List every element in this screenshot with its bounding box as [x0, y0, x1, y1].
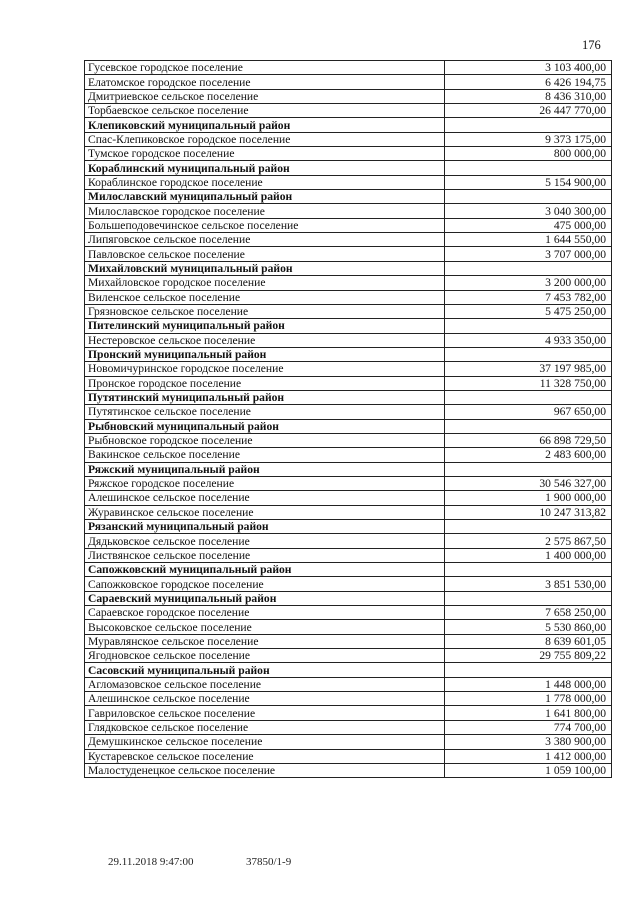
- table-row: [85, 204, 612, 218]
- amount-cell: 8 639 601,05: [445, 634, 612, 648]
- settlement-name: Дмитриевское сельское поселение: [85, 89, 445, 103]
- district-header-row: [85, 663, 612, 677]
- amount-cell: [445, 161, 612, 175]
- district-header-row: [85, 118, 612, 132]
- table-row: [85, 218, 612, 232]
- district-header-row: [85, 390, 612, 404]
- amount-cell: 1 644 550,00: [445, 233, 612, 247]
- allocation-table: [84, 60, 612, 778]
- amount-cell: [445, 663, 612, 677]
- amount-cell: 11 328 750,00: [445, 376, 612, 390]
- amount-cell: 1 778 000,00: [445, 692, 612, 706]
- amount-cell: [445, 520, 612, 534]
- settlement-name: Листвянское сельское поселение: [85, 548, 445, 562]
- settlement-name: Гусевское городское поселение: [85, 61, 445, 75]
- district-name: Пронский муниципальный район: [85, 347, 445, 361]
- amount-cell: 1 641 800,00: [445, 706, 612, 720]
- settlement-name: Павловское сельское поселение: [85, 247, 445, 261]
- amount-cell: 967 650,00: [445, 405, 612, 419]
- amount-cell: 3 103 400,00: [445, 61, 612, 75]
- table-row: [85, 735, 612, 749]
- settlement-name: Тумское городское поселение: [85, 147, 445, 161]
- district-header-row: [85, 190, 612, 204]
- amount-cell: 8 436 310,00: [445, 89, 612, 103]
- amount-cell: [445, 591, 612, 605]
- amount-cell: 4 933 350,00: [445, 333, 612, 347]
- amount-cell: 2 575 867,50: [445, 534, 612, 548]
- table-body: [85, 61, 612, 778]
- settlement-name: Михайловское городское поселение: [85, 276, 445, 290]
- settlement-name: Муравлянское сельское поселение: [85, 634, 445, 648]
- table-row: [85, 376, 612, 390]
- settlement-name: Демушкинское сельское поселение: [85, 735, 445, 749]
- district-name: Михайловский муниципальный район: [85, 261, 445, 275]
- amount-cell: 5 154 900,00: [445, 175, 612, 189]
- table-row: [85, 304, 612, 318]
- amount-cell: 475 000,00: [445, 218, 612, 232]
- district-name: Рязанский муниципальный район: [85, 520, 445, 534]
- settlement-name: Вакинское сельское поселение: [85, 448, 445, 462]
- district-header-row: [85, 591, 612, 605]
- amount-cell: [445, 563, 612, 577]
- district-name: Сапожковский муниципальный район: [85, 563, 445, 577]
- table-row: [85, 620, 612, 634]
- district-header-row: [85, 319, 612, 333]
- settlement-name: Торбаевское сельское поселение: [85, 104, 445, 118]
- settlement-name: Новомичуринское городское поселение: [85, 362, 445, 376]
- amount-cell: [445, 261, 612, 275]
- table-row: [85, 706, 612, 720]
- table-row: [85, 405, 612, 419]
- district-name: Рыбновский муниципальный район: [85, 419, 445, 433]
- district-name: Пителинский муниципальный район: [85, 319, 445, 333]
- table-row: [85, 276, 612, 290]
- settlement-name: Виленское сельское поселение: [85, 290, 445, 304]
- amount-cell: [445, 118, 612, 132]
- settlement-name: Пронское городское поселение: [85, 376, 445, 390]
- settlement-name: Елатомское городское поселение: [85, 75, 445, 89]
- amount-cell: 800 000,00: [445, 147, 612, 161]
- table-row: [85, 634, 612, 648]
- amount-cell: 66 898 729,50: [445, 433, 612, 447]
- district-name: Ряжский муниципальный район: [85, 462, 445, 476]
- table-row: [85, 61, 612, 75]
- district-header-row: [85, 161, 612, 175]
- table-row: [85, 448, 612, 462]
- settlement-name: Кустаревское сельское поселение: [85, 749, 445, 763]
- settlement-name: Журавинское сельское поселение: [85, 505, 445, 519]
- amount-cell: 5 530 860,00: [445, 620, 612, 634]
- settlement-name: Милославское городское поселение: [85, 204, 445, 218]
- amount-cell: 1 448 000,00: [445, 677, 612, 691]
- settlement-name: Рыбновское городское поселение: [85, 433, 445, 447]
- table-row: [85, 606, 612, 620]
- settlement-name: Путятинское сельское поселение: [85, 405, 445, 419]
- amount-cell: 7 453 782,00: [445, 290, 612, 304]
- amount-cell: 1 059 100,00: [445, 763, 612, 777]
- settlement-name: Гавриловское сельское поселение: [85, 706, 445, 720]
- district-header-row: [85, 462, 612, 476]
- footer-datetime: 29.11.2018 9:47:00: [108, 856, 194, 868]
- settlement-name: Нестеровское сельское поселение: [85, 333, 445, 347]
- settlement-name: Ягодновское сельское поселение: [85, 649, 445, 663]
- table-row: [85, 692, 612, 706]
- settlement-name: Большеподовечинское сельское поселение: [85, 218, 445, 232]
- table-row: [85, 233, 612, 247]
- settlement-name: Сараевское городское поселение: [85, 606, 445, 620]
- amount-cell: [445, 347, 612, 361]
- amount-cell: 10 247 313,82: [445, 505, 612, 519]
- amount-cell: [445, 462, 612, 476]
- district-header-row: [85, 419, 612, 433]
- table-row: [85, 333, 612, 347]
- table-row: [85, 147, 612, 161]
- amount-cell: 2 483 600,00: [445, 448, 612, 462]
- table-row: [85, 534, 612, 548]
- amount-cell: 3 707 000,00: [445, 247, 612, 261]
- settlement-name: Грязновское сельское поселение: [85, 304, 445, 318]
- table-row: [85, 763, 612, 777]
- amount-cell: 774 700,00: [445, 720, 612, 734]
- table-row: [85, 175, 612, 189]
- table-row: [85, 749, 612, 763]
- district-name: Клепиковский муниципальный район: [85, 118, 445, 132]
- settlement-name: Сапожковское городское поселение: [85, 577, 445, 591]
- amount-cell: 1 412 000,00: [445, 749, 612, 763]
- settlement-name: Дядьковское сельское поселение: [85, 534, 445, 548]
- district-name: Кораблинский муниципальный район: [85, 161, 445, 175]
- amount-cell: 9 373 175,00: [445, 132, 612, 146]
- table-row: [85, 362, 612, 376]
- amount-cell: 1 400 000,00: [445, 548, 612, 562]
- settlement-name: Ряжское городское поселение: [85, 476, 445, 490]
- table-row: [85, 75, 612, 89]
- amount-cell: 7 658 250,00: [445, 606, 612, 620]
- amount-cell: [445, 319, 612, 333]
- table-row: [85, 491, 612, 505]
- table-row: [85, 505, 612, 519]
- table-row: [85, 89, 612, 103]
- district-header-row: [85, 347, 612, 361]
- table-row: [85, 548, 612, 562]
- amount-cell: 3 040 300,00: [445, 204, 612, 218]
- district-name: Сасовский муниципальный район: [85, 663, 445, 677]
- table-row: [85, 132, 612, 146]
- settlement-name: Липяговское сельское поселение: [85, 233, 445, 247]
- table-row: [85, 247, 612, 261]
- amount-cell: 3 200 000,00: [445, 276, 612, 290]
- district-name: Путятинский муниципальный район: [85, 390, 445, 404]
- amount-cell: [445, 390, 612, 404]
- amount-cell: 6 426 194,75: [445, 75, 612, 89]
- amount-cell: 1 900 000,00: [445, 491, 612, 505]
- table-row: [85, 720, 612, 734]
- table-row: [85, 677, 612, 691]
- table-row: [85, 577, 612, 591]
- settlement-name: Агломазовское сельское поселение: [85, 677, 445, 691]
- settlement-name: Спас-Клепиковское городское поселение: [85, 132, 445, 146]
- district-name: Милославский муниципальный район: [85, 190, 445, 204]
- amount-cell: 3 380 900,00: [445, 735, 612, 749]
- table-row: [85, 649, 612, 663]
- amount-cell: [445, 190, 612, 204]
- settlement-name: Алешинское сельское поселение: [85, 692, 445, 706]
- settlement-name: Глядковское сельское поселение: [85, 720, 445, 734]
- settlement-name: Малостуденецкое сельское поселение: [85, 763, 445, 777]
- settlement-name: Кораблинское городское поселение: [85, 175, 445, 189]
- district-header-row: [85, 563, 612, 577]
- settlement-name: Высоковское сельское поселение: [85, 620, 445, 634]
- footer-document-code: 37850/1-9: [246, 856, 292, 868]
- amount-cell: 30 546 327,00: [445, 476, 612, 490]
- table-row: [85, 104, 612, 118]
- district-header-row: [85, 261, 612, 275]
- district-header-row: [85, 520, 612, 534]
- amount-cell: 29 755 809,22: [445, 649, 612, 663]
- table-row: [85, 433, 612, 447]
- district-name: Сараевский муниципальный район: [85, 591, 445, 605]
- table-row: [85, 476, 612, 490]
- amount-cell: 5 475 250,00: [445, 304, 612, 318]
- settlement-name: Алешинское сельское поселение: [85, 491, 445, 505]
- page-number: 176: [582, 38, 601, 52]
- amount-cell: 3 851 530,00: [445, 577, 612, 591]
- table-row: [85, 290, 612, 304]
- amount-cell: 37 197 985,00: [445, 362, 612, 376]
- amount-cell: 26 447 770,00: [445, 104, 612, 118]
- amount-cell: [445, 419, 612, 433]
